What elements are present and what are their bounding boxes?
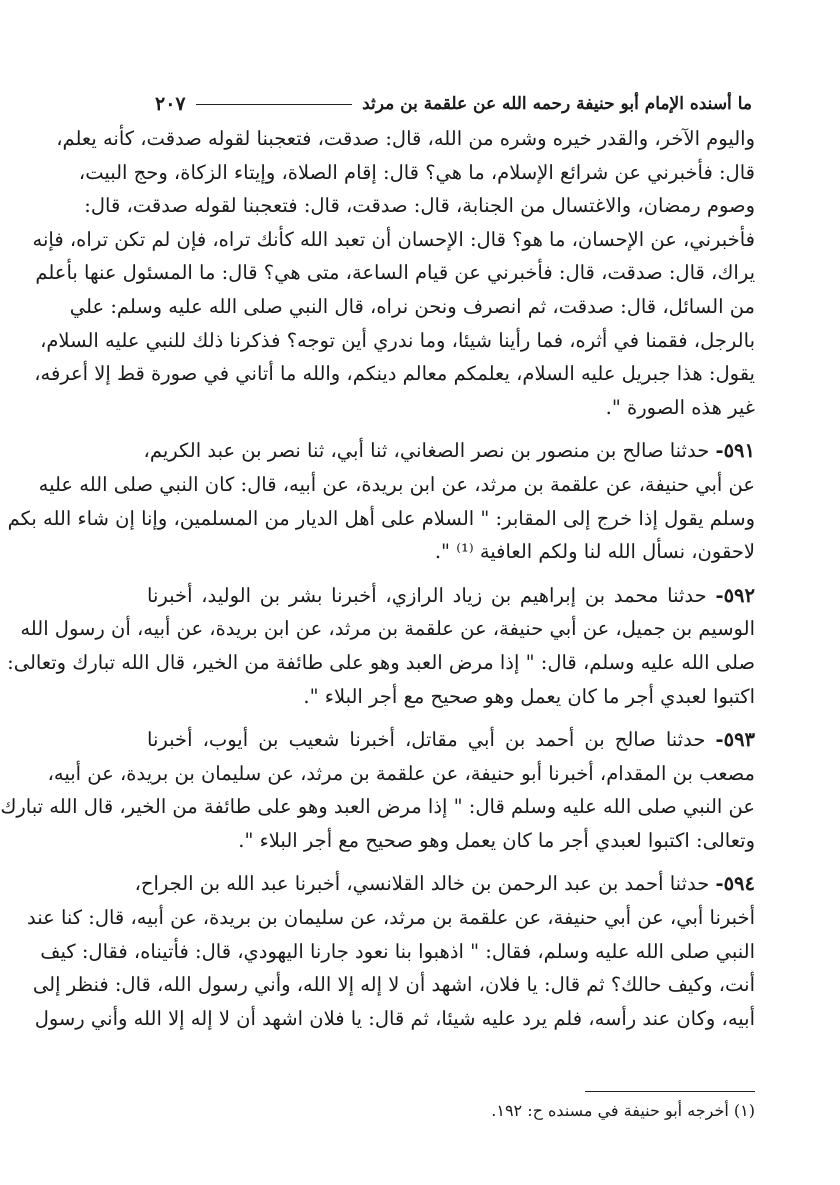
hadith-number: ٥٩٢-: [715, 583, 755, 607]
footnote: (١) أخرجه أبو حنيفة في مسنده ح: ١٩٢.: [491, 1101, 755, 1120]
text-line: يراك، قال: صدقت، قال: فأخبرني عن قيام الساعة، متى هي؟ قال: ما المسئول عنها بأعلم: [35, 261, 755, 285]
text-line: مصعب بن المقدام، أخبرنا أبو حنيفة، عن علقمة بن مرثد، عن سليمان بن بريدة، عن أبيه،: [47, 761, 755, 785]
text-line: الوسيم بن جميل، عن أبي حنيفة، عن علقمة بن مرثد، عن ابن بريدة، عن أبيه، أن رسول الله: [20, 617, 755, 641]
text-line: واليوم الآخر، والقدر خيره وشره من الله، قال: صدقت، فتعجبنا لقوله صدقت، كأنه يعلم،: [56, 127, 755, 150]
hadith-line-text: حدثنا محمد بن إبراهيم بن زياد الرازي، أخبرنا بشر بن الوليد، أخبرنا: [147, 583, 707, 607]
main-text: [0, 122, 756, 1035]
header-rule: [196, 104, 353, 105]
running-header: [155, 90, 752, 118]
text-line: عن النبي صلى الله عليه وسلم قال: " إذا مرض العبد وهو على طائفة من الخير، قال الله تبارك: [0, 795, 755, 819]
hadith-paragraph: [26, 867, 755, 1035]
text-line: [143, 434, 755, 468]
text-line: من السائل، قال: صدقت، ثم انصرف ونحن نراه، قال النبي صلى الله عليه وسلم: علي: [69, 294, 755, 318]
text-line: [134, 867, 755, 901]
text-line: وصوم رمضان، والاغتسال من الجنابة، قال: صدقت، قال: فتعجبنا لقوله صدقت، قال:: [84, 194, 755, 218]
text-line: قال: فأخبرني عن شرائع الإسلام، ما هي؟ قال: إقام الصلاة، وإيتاء الزكاة، وحج البيت،: [78, 160, 755, 184]
text-line: فأخبرني، عن الإحسان، ما هو؟ قال: الإحسان أن تعبد الله كأنك تراه، فإن لم تكن تراه، فإنه: [32, 227, 755, 251]
text-line: النبي صلى الله عليه وسلم، فقال: " اذهبوا بنا نعود جارنا اليهودي، قال: فأتيناه، فقال: كيف: [40, 939, 755, 963]
text-line: عن أبي حنيفة، عن علقمة بن مرثد، عن ابن بريدة، عن أبيه، قال: كان النبي صلى الله عليه: [38, 472, 755, 496]
text-line: أنت، وكيف حالك؟ ثم قال: يا فلان، اشهد أن لا إله إلا الله، وأني رسول الله، قال: فنظر إلى: [32, 973, 755, 997]
text-line: [147, 579, 755, 613]
text-line: اكتبوا لعبدي أجر ما كان يعمل وهو صحيح مع أجر البلاء ".: [303, 684, 755, 708]
hadith-line-text: حدثنا صالح بن منصور بن نصر الصغاني، ثنا أبي، ثنا نصر بن عبد الكريم،: [143, 439, 710, 463]
text-line: بالرجل، فقمنا في أثره، فما رأينا شيئا، وما ندري أين توجه؟ فذكرنا ذلك للنبي عليه السلام،: [40, 328, 755, 352]
text-line: أبيه، وكان عند رأسه، فلم يرد عليه شيئا، ثم قال: يا فلان اشهد أن لا إله إلا الله وأني رسول: [34, 1006, 755, 1030]
hadith-paragraph: [0, 723, 756, 857]
text-line: يقول: هذا جبريل عليه السلام، يعلمكم معالم دينكم، والله ما أتاني في صورة قط إلا أعرفه،: [34, 362, 755, 386]
hadith-paragraph: [7, 434, 755, 568]
hadith-number: ٥٩٣-: [715, 728, 756, 752]
intro-paragraph: [32, 122, 755, 424]
text-line: وتعالى: اكتبوا لعبدي أجر ما كان يعمل وهو صحيح مع أجر البلاء ".: [238, 828, 755, 852]
text-line: غير هذه الصورة ".: [605, 395, 755, 419]
hadith-line-text: حدثنا صالح بن أحمد بن أبي مقاتل، أخبرنا شعيب بن أيوب، أخبرنا: [147, 728, 706, 752]
running-title: ما أسنده الإمام أبو حنيفة رحمه الله عن علقمة بن مرثد: [362, 94, 752, 114]
hadith-number: ٥٩١-: [715, 439, 755, 463]
text-line: [147, 723, 755, 757]
hadith-number: ٥٩٤-: [715, 872, 755, 896]
text-line: صلى الله عليه وسلم، قال: " إذا مرض العبد وهو على طائفة من الخير، قال الله تبارك وتعالى:: [7, 650, 755, 674]
hadith-paragraph: [7, 579, 755, 713]
text-line: وسلم يقول إذا خرج إلى المقابر: " السلام على أهل الديار من المسلمين، وإنا إن شاء الله بكم: [7, 506, 755, 530]
hadith-line-text: حدثنا أحمد بن عبد الرحمن بن خالد القلانسي، أخبرنا عبد الله بن الجراح،: [134, 872, 710, 896]
page-number: ٢٠٧: [155, 93, 186, 115]
footnote-rule: [585, 1091, 755, 1092]
text-line: لاحقون، نسأل الله لنا ولكم العافية ⁽¹⁾ ".: [434, 540, 755, 564]
text-line: أخبرنا أبي، عن أبي حنيفة، عن علقمة بن مرثد، عن سليمان بن بريدة، عن أبيه، قال: كنا عند: [26, 906, 755, 930]
